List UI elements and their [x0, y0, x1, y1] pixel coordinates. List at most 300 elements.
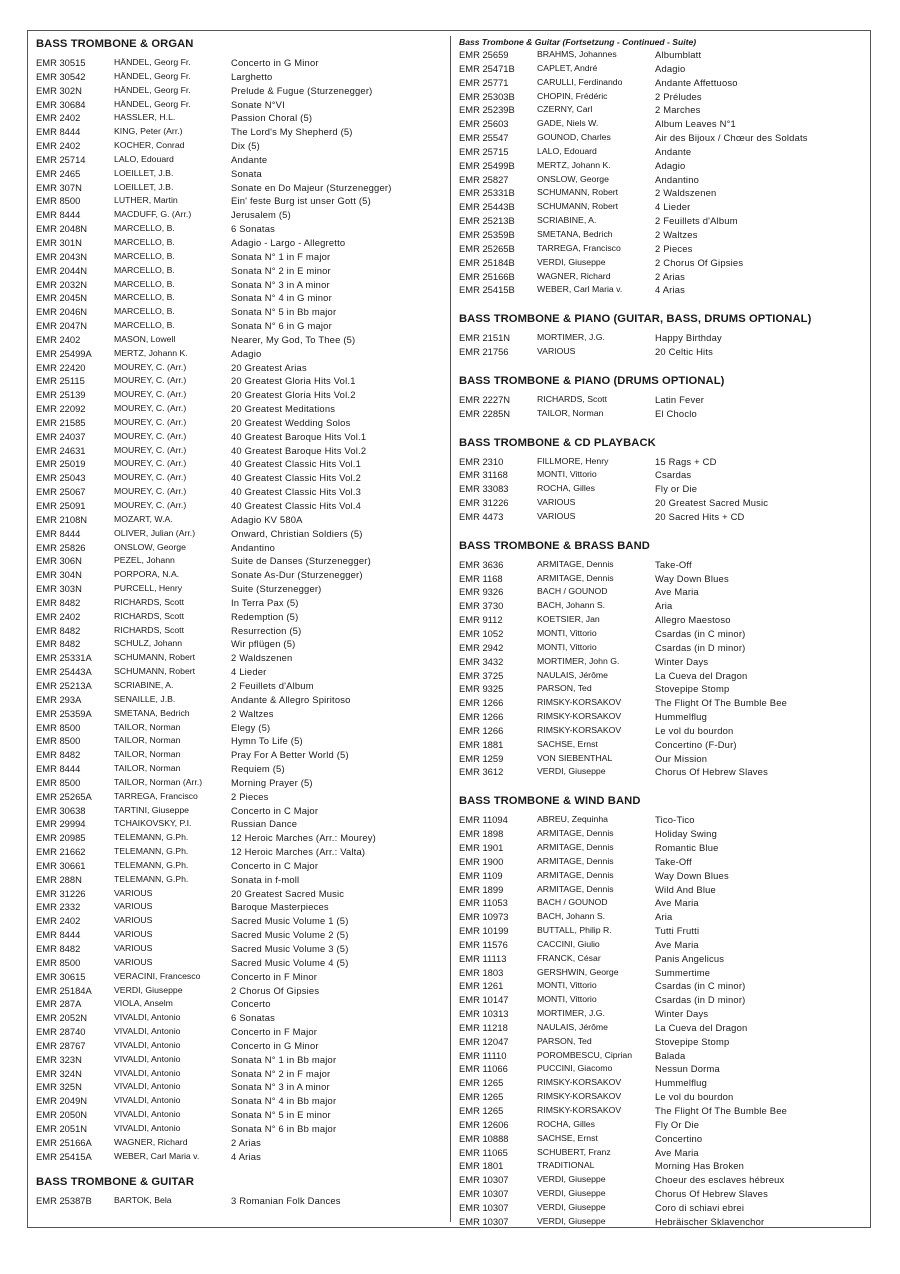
catalog-number: EMR 1266 — [459, 724, 504, 736]
catalog-number: EMR 25827 — [459, 173, 509, 185]
catalog-entry — [459, 1159, 864, 1173]
catalog-entry — [36, 374, 440, 388]
catalog-entry — [36, 1094, 440, 1108]
catalog-number: EMR 12606 — [459, 1118, 509, 1130]
catalog-number: EMR 2402 — [36, 333, 81, 345]
catalog-number: EMR 30684 — [36, 98, 86, 110]
work-title: Le vol du bourdon — [655, 1091, 734, 1103]
composer: RIMSKY-KORSAKOV — [537, 1105, 622, 1115]
composer: VIVALDI, Antonio — [114, 1081, 181, 1092]
composer: PUCCINI, Giacomo — [537, 1063, 613, 1074]
composer: TARREGA, Francisco — [537, 242, 621, 253]
work-title: 2 Chorus Of Gipsies — [655, 256, 744, 268]
catalog-number: EMR 30615 — [36, 970, 86, 982]
work-title: Ein' feste Burg ist unser Gott (5) — [231, 195, 371, 207]
catalog-column-right — [459, 36, 864, 1229]
work-title: 40 Greatest Classic Hits Vol.3 — [231, 486, 362, 498]
composer: MORTIMER, J.G. — [537, 332, 605, 343]
work-title: Sonata N° 1 in F major — [231, 250, 331, 262]
composer: VIVALDI, Antonio — [114, 1095, 181, 1106]
catalog-number: EMR 25265B — [459, 242, 515, 254]
work-title: Sonata N° 6 in Bb major — [231, 1122, 337, 1134]
section-spacer — [36, 1164, 440, 1174]
catalog-entry — [36, 56, 440, 70]
catalog-number: EMR 1898 — [459, 828, 504, 840]
catalog-entry — [459, 455, 864, 469]
work-title: Ave Maria — [655, 938, 699, 950]
column-divider — [450, 36, 451, 1222]
catalog-entry — [36, 444, 440, 458]
catalog-entry — [36, 637, 440, 651]
work-title: Sacred Music Volume 4 (5) — [231, 956, 349, 968]
catalog-number: EMR 10313 — [459, 1008, 509, 1020]
work-title: Requiem (5) — [231, 763, 285, 775]
catalog-entry — [459, 841, 864, 855]
work-title: Choeur des esclaves hébreux — [655, 1174, 785, 1186]
catalog-number: EMR 8444 — [36, 763, 81, 775]
catalog-entry — [459, 1146, 864, 1160]
catalog-entry — [36, 250, 440, 264]
composer: TELEMANN, G.Ph. — [114, 873, 189, 884]
work-title: 2 Feuillets d'Album — [655, 215, 738, 227]
work-title: Latin Fever — [655, 393, 705, 405]
work-title: Concerto in C Major — [231, 859, 319, 871]
catalog-entry — [36, 997, 440, 1011]
catalog-entry — [36, 804, 440, 818]
work-title: Andante Affettuoso — [655, 76, 738, 88]
catalog-entry — [459, 76, 864, 90]
work-title: Csardas (in D minor) — [655, 994, 746, 1006]
section-spacer — [459, 359, 864, 373]
catalog-entry — [459, 855, 864, 869]
work-title: Stovepipe Stomp — [655, 683, 730, 695]
catalog-entry — [459, 669, 864, 683]
work-title: Coro di schiavi ebrei — [655, 1201, 745, 1213]
catalog-entry — [459, 1090, 864, 1104]
composer: SCHULZ, Johann — [114, 638, 183, 649]
catalog-entry — [459, 752, 864, 766]
catalog-entry — [459, 228, 864, 242]
catalog-entry — [36, 499, 440, 513]
catalog-entry — [36, 98, 440, 112]
composer: KOETSIER, Jan — [537, 614, 600, 625]
composer: TELEMANN, G.Ph. — [114, 846, 189, 857]
catalog-entry — [459, 1049, 864, 1063]
composer: SCRIABINE, A. — [114, 679, 174, 690]
composer: VERDI, Giuseppe — [537, 1174, 606, 1185]
catalog-entry — [36, 264, 440, 278]
catalog-entry — [36, 84, 440, 98]
section-heading-bass-trombone-piano-drums-optional: BASS TROMBONE & PIANO (DRUMS OPTIONAL) — [459, 374, 725, 387]
catalog-number: EMR 25019 — [36, 458, 86, 470]
composer: CARULLI, Ferdinando — [537, 76, 623, 87]
catalog-entry — [459, 496, 864, 510]
catalog-entry — [459, 585, 864, 599]
composer: VERDI, Giuseppe — [537, 1188, 606, 1199]
catalog-entry — [459, 159, 864, 173]
catalog-number: EMR 22092 — [36, 403, 86, 415]
catalog-number: EMR 25387B — [36, 1194, 92, 1206]
work-title: Winter Days — [655, 1008, 709, 1020]
catalog-number: EMR 25213B — [459, 215, 515, 227]
catalog-number: EMR 324N — [36, 1067, 82, 1079]
catalog-entry — [36, 1136, 440, 1150]
catalog-number: EMR 31168 — [459, 469, 508, 481]
catalog-number: EMR 10888 — [459, 1132, 509, 1144]
composer: MONTI, Vittorio — [537, 641, 597, 652]
composer: KING, Peter (Arr.) — [114, 126, 183, 137]
catalog-number: EMR 25499A — [36, 347, 92, 359]
catalog-number: EMR 24037 — [36, 430, 86, 442]
section-heading-bass-trombone-piano-guitar-bass-drums-op: BASS TROMBONE & PIANO (GUITAR, BASS, DRUMS OPTIONAL) — [459, 313, 812, 326]
work-title: Sonate As-Dur (Sturzenegger) — [231, 569, 363, 581]
composer: BACH / GOUNOD — [537, 897, 608, 908]
work-title: Albumblatt — [655, 49, 702, 60]
work-title: Russian Dance — [231, 818, 298, 830]
catalog-number: EMR 33083 — [459, 483, 509, 495]
work-title: Prelude & Fugue (Sturzenegger) — [231, 84, 373, 96]
catalog-entry — [459, 710, 864, 724]
composer: VERDI, Giuseppe — [114, 984, 183, 995]
catalog-entry — [36, 541, 440, 555]
composer: VARIOUS — [114, 943, 153, 953]
catalog-entry — [459, 1007, 864, 1021]
catalog-entry — [36, 776, 440, 790]
composer: MOUREY, C. (Arr.) — [114, 500, 187, 510]
composer: SACHSE, Ernst — [537, 1132, 598, 1143]
catalog-number: EMR 2050N — [36, 1109, 88, 1121]
catalog-number: EMR 2332 — [36, 901, 81, 913]
composer: MARCELLO, B. — [114, 236, 175, 247]
catalog-entry — [36, 817, 440, 831]
composer: WEBER, Carl Maria v. — [537, 284, 623, 295]
composer: RICHARDS, Scott — [114, 610, 184, 621]
composer: VERACINI, Francesco — [114, 970, 201, 981]
composer: MOUREY, C. (Arr.) — [114, 389, 187, 400]
work-title: Take-Off — [655, 558, 692, 570]
work-title: 40 Greatest Classic Hits Vol.1 — [231, 458, 362, 470]
work-title: 12 Heroic Marches (Arr.: Valta) — [231, 846, 366, 858]
composer: TRADITIONAL — [537, 1160, 595, 1171]
catalog-entry — [36, 693, 440, 707]
work-title: Summertime — [655, 966, 711, 978]
catalog-number: EMR 10307 — [459, 1201, 509, 1213]
catalog-number: EMR 287A — [36, 998, 82, 1010]
catalog-number: EMR 28740 — [36, 1026, 86, 1038]
catalog-number: EMR 2108N — [36, 513, 88, 525]
composer: HÄNDEL, Georg Fr. — [114, 84, 191, 95]
catalog-entry — [36, 70, 440, 84]
composer: GERSHWIN, George — [537, 966, 619, 977]
catalog-entry — [459, 938, 864, 952]
section-heading-bass-trombone-organ: BASS TROMBONE & ORGAN — [36, 38, 194, 50]
work-title: Le vol du bourdon — [655, 724, 734, 736]
catalog-number: EMR 8500 — [36, 721, 81, 733]
composer: VON SIEBENTHAL — [537, 752, 613, 763]
work-title: Chorus Of Hebrew Slaves — [655, 766, 768, 778]
catalog-entry — [459, 62, 864, 76]
work-title: 20 Greatest Sacred Music — [655, 497, 769, 509]
work-title: 40 Greatest Baroque Hits Vol.2 — [231, 444, 367, 456]
catalog-entry — [459, 813, 864, 827]
catalog-entry — [36, 1039, 440, 1053]
work-title: Wild And Blue — [655, 883, 716, 895]
catalog-entry — [36, 291, 440, 305]
catalog-entry — [36, 859, 440, 873]
catalog-number: EMR 10307 — [459, 1188, 509, 1200]
catalog-entry — [36, 748, 440, 762]
catalog-number: EMR 25499B — [459, 159, 515, 171]
work-title: Andantino — [655, 173, 700, 185]
catalog-entry — [459, 765, 864, 779]
catalog-number: EMR 8482 — [36, 943, 81, 954]
work-title: Stovepipe Stomp — [655, 1035, 730, 1047]
catalog-entry — [36, 721, 440, 735]
catalog-entry — [459, 510, 864, 524]
catalog-number: EMR 21756 — [459, 346, 509, 358]
catalog-entry — [36, 1011, 440, 1025]
catalog-number: EMR 25166B — [459, 270, 515, 282]
catalog-number: EMR 25115 — [36, 375, 85, 387]
work-title: 40 Greatest Classic Hits Vol.2 — [231, 472, 362, 484]
composer: WAGNER, Richard — [114, 1136, 188, 1147]
catalog-entry — [36, 402, 440, 416]
catalog-entry — [36, 831, 440, 845]
composer: MARCELLO, B. — [114, 292, 175, 303]
catalog-number: EMR 1881 — [459, 738, 504, 750]
catalog-number: EMR 2044N — [36, 264, 88, 276]
composer: RICHARDS, Scott — [114, 624, 184, 635]
catalog-number: EMR 325N — [36, 1081, 82, 1093]
composer: OLIVER, Julian (Arr.) — [114, 527, 196, 538]
catalog-number: EMR 21662 — [36, 846, 86, 858]
section-spacer — [459, 297, 864, 311]
work-title: Concerto in G Minor — [231, 57, 319, 68]
work-title: Sonata in f-moll — [231, 873, 300, 885]
composer: MARCELLO, B. — [114, 320, 175, 331]
work-title: Tutti Frutti — [655, 925, 700, 937]
composer: MOUREY, C. (Arr.) — [114, 458, 187, 469]
catalog-entry — [459, 48, 864, 62]
catalog-number: EMR 1109 — [459, 869, 503, 881]
work-title: Morning Has Broken — [655, 1160, 745, 1172]
composer: MOUREY, C. (Arr.) — [114, 416, 187, 427]
work-title: Adagio — [231, 347, 262, 359]
catalog-entry — [36, 125, 440, 139]
composer: TELEMANN, G.Ph. — [114, 832, 189, 843]
composer: SCHUMANN, Robert — [537, 201, 619, 212]
catalog-number: EMR 2942 — [459, 641, 504, 653]
composer: MACDUFF, G. (Arr.) — [114, 209, 192, 220]
catalog-entry — [36, 942, 440, 956]
composer: MONTI, Vittorio — [537, 628, 597, 638]
catalog-entry — [459, 482, 864, 496]
work-title: Sonate en Do Majeur (Sturzenegger) — [231, 181, 392, 193]
catalog-entry — [459, 1173, 864, 1187]
composer: VIVALDI, Antonio — [114, 1122, 181, 1133]
work-title: Suite de Danses (Sturzenegger) — [231, 555, 371, 567]
work-title: Sonata N° 4 in G minor — [231, 292, 332, 304]
work-title: Sonata — [231, 167, 262, 179]
catalog-entry — [36, 153, 440, 167]
catalog-number: EMR 8482 — [36, 596, 81, 608]
work-title: Panis Angelicus — [655, 952, 725, 964]
work-title: Album Leaves N°1 — [655, 118, 736, 130]
composer: BACH, Johann S. — [537, 911, 606, 922]
composer: NAULAIS, Jérôme — [537, 669, 608, 680]
catalog-number: EMR 1901 — [459, 841, 504, 853]
composer: LALO, Edouard — [537, 145, 597, 156]
composer: MERTZ, Johann K. — [537, 159, 611, 170]
work-title: 15 Rags + CD — [655, 455, 717, 467]
catalog-number: EMR 25359A — [36, 707, 92, 719]
work-title: Passion Choral (5) — [231, 112, 313, 124]
work-title: Andante — [231, 153, 268, 165]
composer: FRANCK, César — [537, 952, 601, 963]
catalog-entry — [36, 610, 440, 624]
catalog-number: EMR 1265 — [459, 1105, 504, 1116]
catalog-number: EMR 21585 — [36, 416, 86, 428]
composer: FILLMORE, Henry — [537, 455, 609, 466]
catalog-number: EMR 25659 — [459, 49, 509, 60]
catalog-entry — [459, 966, 864, 980]
work-title: Adagio — [655, 159, 686, 171]
catalog-entry — [459, 883, 864, 897]
catalog-number: EMR 1052 — [459, 628, 504, 639]
catalog-entry — [36, 1108, 440, 1122]
work-title: Concerto in F Minor — [231, 970, 318, 982]
section-heading-bass-trombone-cd-playback: BASS TROMBONE & CD PLAYBACK — [459, 436, 656, 449]
catalog-entry — [459, 558, 864, 572]
composer: PURCELL, Henry — [114, 583, 183, 594]
catalog-number: EMR 1801 — [459, 1160, 504, 1172]
work-title: Our Mission — [655, 752, 708, 764]
catalog-entry — [459, 1062, 864, 1076]
catalog-entry — [459, 682, 864, 696]
composer: RIMSKY-KORSAKOV — [537, 1091, 622, 1102]
work-title: Way Down Blues — [655, 869, 729, 881]
work-title: Sonata N° 3 in A minor — [231, 1081, 330, 1093]
catalog-entry — [459, 407, 864, 421]
composer: ARMITAGE, Dennis — [537, 883, 614, 894]
composer: ARMITAGE, Dennis — [537, 855, 614, 866]
work-title: Adagio KV 580A — [231, 513, 303, 525]
composer: CZERNY, Carl — [537, 104, 593, 115]
composer: MOUREY, C. (Arr.) — [114, 375, 187, 386]
catalog-number: EMR 25166A — [36, 1136, 92, 1148]
catalog-number: EMR 25139 — [36, 389, 86, 401]
work-title: Andante & Allegro Spiritoso — [231, 693, 351, 705]
work-title: Csardas (in C minor) — [655, 980, 746, 992]
catalog-entry — [36, 596, 440, 610]
catalog-number: EMR 25471B — [459, 62, 515, 74]
composer: VARIOUS — [537, 510, 576, 521]
composer: POROMBESCU, Ciprian — [537, 1049, 633, 1060]
composer: BACH, Johann S. — [537, 600, 606, 611]
catalog-entry — [36, 471, 440, 485]
work-title: El Choclo — [655, 407, 697, 419]
work-title: Chorus Of Hebrew Slaves — [655, 1188, 768, 1200]
catalog-entry — [459, 1132, 864, 1146]
work-title: Winter Days — [655, 655, 709, 667]
work-title: Aria — [655, 911, 673, 923]
work-title: Sonata N° 1 in Bb major — [231, 1053, 337, 1065]
work-title: Ave Maria — [655, 586, 699, 598]
catalog-entry — [36, 970, 440, 984]
catalog-entry — [36, 582, 440, 596]
composer: BRAHMS, Johannes — [537, 49, 617, 59]
catalog-entry — [36, 900, 440, 914]
catalog-entry — [459, 242, 864, 256]
section-heading-bass-trombone-guitar-fortsetzung-continu: Bass Trombone & Guitar (Fortsetzung - Continued - Suite) — [459, 37, 697, 47]
work-title: 2 Waltzes — [231, 707, 274, 719]
work-title: Concerto in F Major — [231, 1026, 318, 1038]
catalog-number: EMR 2051N — [36, 1122, 88, 1134]
composer: GOUNOD, Charles — [537, 132, 611, 143]
composer: MARCELLO, B. — [114, 278, 175, 289]
catalog-number: EMR 9112 — [459, 614, 503, 626]
catalog-number: EMR 8500 — [36, 735, 81, 747]
work-title: Sonata N° 5 in E minor — [231, 1109, 331, 1121]
catalog-entry — [36, 790, 440, 804]
catalog-number: EMR 301N — [36, 236, 82, 248]
catalog-number: EMR 10147 — [459, 994, 509, 1006]
composer: TAILOR, Norman — [537, 407, 604, 418]
composer: PARSON, Ted — [537, 683, 592, 694]
catalog-entry — [36, 762, 440, 776]
composer: HÄNDEL, Georg Fr. — [114, 70, 191, 81]
work-title: 12 Heroic Marches (Arr.: Mourey) — [231, 832, 376, 844]
work-title: Andantino — [231, 541, 276, 553]
catalog-entry — [459, 90, 864, 104]
work-title: Sonata N° 3 in A minor — [231, 278, 330, 290]
composer: VERDI, Giuseppe — [537, 766, 606, 777]
catalog-entry — [459, 896, 864, 910]
composer: SENAILLE, J.B. — [114, 693, 176, 704]
work-title: 4 Arias — [231, 1150, 262, 1162]
catalog-number: EMR 25443B — [459, 201, 515, 213]
catalog-number: EMR 2285N — [459, 407, 511, 419]
catalog-number: EMR 2047N — [36, 320, 88, 332]
composer: SCHUMANN, Robert — [114, 666, 196, 677]
catalog-entry — [36, 1080, 440, 1094]
catalog-entry — [459, 738, 864, 752]
catalog-entry — [459, 1104, 864, 1118]
catalog-number: EMR 1265 — [459, 1091, 504, 1103]
composer: ARMITAGE, Dennis — [537, 841, 614, 852]
catalog-number: EMR 25303B — [459, 90, 515, 102]
catalog-entry — [36, 513, 440, 527]
catalog-number: EMR 293A — [36, 693, 82, 705]
catalog-number: EMR 2227N — [459, 393, 511, 405]
composer: RIMSKY-KORSAKOV — [537, 1077, 622, 1088]
catalog-entry — [459, 1201, 864, 1215]
catalog-number: EMR 2465 — [36, 167, 81, 179]
work-title: 2 Feuillets d'Album — [231, 679, 314, 691]
work-title: 2 Waldszenen — [231, 652, 293, 664]
catalog-number: EMR 1265 — [459, 1077, 504, 1089]
catalog-number: EMR 11218 — [459, 1021, 508, 1033]
work-title: 6 Sonatas — [231, 1012, 276, 1024]
composer: MOUREY, C. (Arr.) — [114, 486, 187, 497]
composer: LOEILLET, J.B. — [114, 167, 174, 178]
catalog-entry — [459, 979, 864, 993]
composer: VARIOUS — [114, 915, 153, 926]
catalog-number: EMR 25331B — [459, 187, 515, 199]
composer: LUTHER, Martin — [114, 195, 178, 206]
work-title: Hebräischer Sklavenchor — [655, 1215, 765, 1227]
catalog-entry — [36, 707, 440, 721]
